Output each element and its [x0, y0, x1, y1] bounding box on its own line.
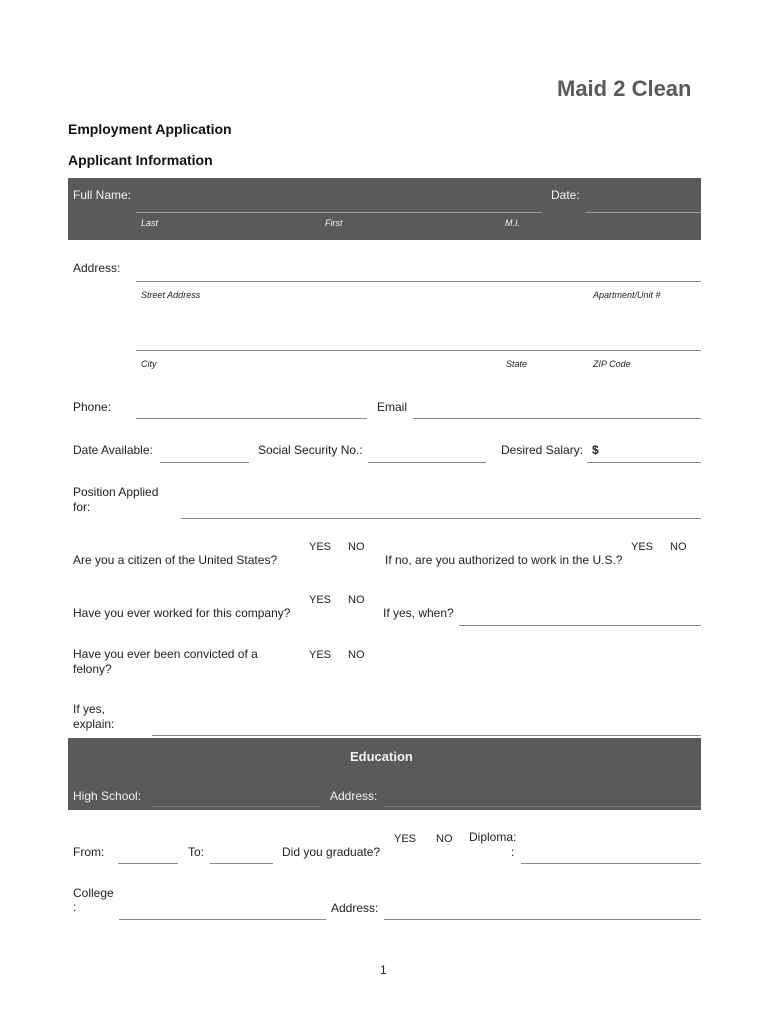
- dollar-sign: $: [592, 443, 599, 457]
- if-yes-when-field[interactable]: [459, 625, 701, 626]
- college-address-field[interactable]: [384, 919, 701, 920]
- city-state-zip-field[interactable]: [136, 350, 701, 351]
- ssn-label: Social Security No.:: [258, 443, 363, 457]
- diploma-field[interactable]: [521, 863, 701, 864]
- citizen-question: Are you a citizen of the United States?: [73, 553, 278, 567]
- felony-no[interactable]: NO: [348, 649, 365, 661]
- authorized-question: If no, are you authorized to work in the U.S.?: [385, 553, 623, 567]
- graduate-question: Did you graduate?: [282, 845, 381, 859]
- graduate-yes[interactable]: YES: [394, 833, 417, 845]
- date-available-field[interactable]: [160, 462, 249, 463]
- high-school-label: High School:: [73, 789, 142, 803]
- college-colon: :: [73, 900, 77, 914]
- if-yes-when-label: If yes, when?: [383, 606, 454, 620]
- street-address-field[interactable]: [136, 281, 701, 282]
- company-name: Maid 2 Clean: [557, 76, 692, 101]
- authorized-no[interactable]: NO: [670, 541, 687, 553]
- position-field[interactable]: [181, 518, 701, 519]
- diploma-colon: :: [511, 845, 515, 859]
- diploma-label: Diploma:: [469, 830, 517, 844]
- felony-yes[interactable]: YES: [309, 649, 332, 661]
- worked-before-no[interactable]: NO: [348, 594, 365, 606]
- citizen-no[interactable]: NO: [348, 541, 365, 553]
- full-name-field[interactable]: [136, 212, 542, 213]
- authorized-yes[interactable]: YES: [631, 541, 654, 553]
- email-field[interactable]: [413, 418, 701, 419]
- ssn-field[interactable]: [368, 462, 486, 463]
- desired-salary-label: Desired Salary:: [501, 443, 584, 457]
- last-name-caption: Last: [141, 218, 159, 228]
- date-available-label: Date Available:: [73, 443, 153, 457]
- college-address-label: Address:: [331, 901, 379, 915]
- to-label: To:: [188, 845, 205, 859]
- position-label-line2: for:: [73, 500, 91, 514]
- education-title: Education: [350, 749, 413, 764]
- first-name-caption: First: [325, 218, 343, 228]
- state-caption: State: [506, 359, 528, 369]
- full-name-label: Full Name:: [73, 188, 132, 202]
- address-label: Address:: [73, 261, 121, 275]
- explain-field[interactable]: [152, 735, 701, 736]
- phone-field[interactable]: [136, 418, 367, 419]
- worked-before-question: Have you ever worked for this company?: [73, 606, 291, 620]
- phone-label: Phone:: [73, 400, 112, 414]
- document-title: Employment Application: [68, 121, 232, 137]
- date-field[interactable]: [585, 212, 701, 213]
- to-field[interactable]: [210, 863, 273, 864]
- explain-label-line2: explain:: [73, 717, 115, 731]
- graduate-no[interactable]: NO: [436, 833, 453, 845]
- high-school-field[interactable]: [152, 806, 321, 807]
- full-name-bar: [68, 178, 701, 240]
- desired-salary-field[interactable]: [587, 462, 701, 463]
- street-address-caption: Street Address: [141, 290, 201, 300]
- high-school-address-label: Address:: [330, 789, 378, 803]
- from-label: From:: [73, 845, 105, 859]
- apartment-caption: Apartment/Unit #: [593, 290, 661, 300]
- city-caption: City: [141, 359, 157, 369]
- middle-initial-caption: M.I.: [505, 218, 520, 228]
- section-title-applicant: Applicant Information: [68, 152, 213, 168]
- email-label: Email: [377, 400, 408, 414]
- page-number: 1: [380, 963, 387, 977]
- citizen-yes[interactable]: YES: [309, 541, 332, 553]
- explain-label-line1: If yes,: [73, 702, 106, 716]
- felony-question-line2: felony?: [73, 662, 112, 676]
- date-label: Date:: [551, 188, 580, 202]
- worked-before-yes[interactable]: YES: [309, 594, 332, 606]
- zip-caption: ZIP Code: [593, 359, 631, 369]
- felony-question-line1: Have you ever been convicted of a: [73, 647, 258, 661]
- high-school-address-field[interactable]: [384, 806, 701, 807]
- college-field[interactable]: [119, 919, 326, 920]
- from-field[interactable]: [118, 863, 178, 864]
- college-label: College: [73, 886, 114, 900]
- position-label-line1: Position Applied: [73, 485, 159, 499]
